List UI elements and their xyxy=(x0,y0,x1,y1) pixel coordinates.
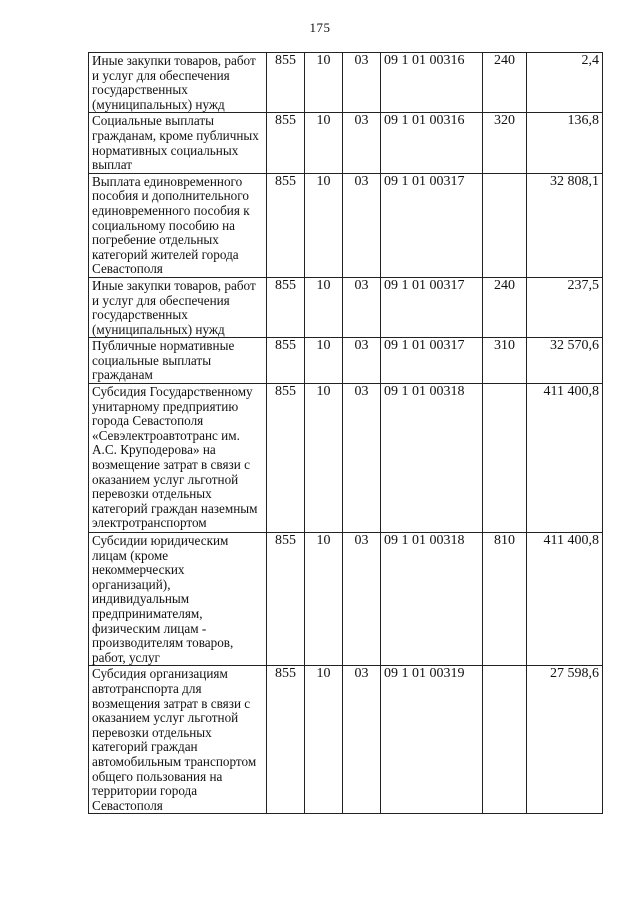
target-article-code: 09 1 01 00318 xyxy=(381,533,483,666)
amount: 237,5 xyxy=(527,277,603,337)
section-code: 10 xyxy=(305,338,343,384)
row-description: Субсидия организациям автотранспорта для возмещения затрат в связи с оказанием услуг льготной перевозки отдельных категорий граждан автомобильным транспортом общего пользования на территории города Севастополя xyxy=(89,666,267,814)
amount: 32 808,1 xyxy=(527,173,603,277)
subsection-code: 03 xyxy=(343,384,381,533)
table-row xyxy=(89,533,603,666)
row-description: Иные закупки товаров, работ и услуг для обеспечения государственных (муниципальных) нужд xyxy=(89,53,267,113)
subsection-code: 03 xyxy=(343,666,381,814)
section-code: 10 xyxy=(305,113,343,173)
grbs-code: 855 xyxy=(267,173,305,277)
expense-type-code: 240 xyxy=(483,277,527,337)
section-code: 10 xyxy=(305,277,343,337)
subsection-code: 03 xyxy=(343,113,381,173)
grbs-code: 855 xyxy=(267,277,305,337)
row-description: Публичные нормативные социальные выплаты гражданам xyxy=(89,338,267,384)
expense-type-code xyxy=(483,384,527,533)
row-description: Субсидии юридическим лицам (кроме некоммерческих организаций), индивидуальным предпринимателям, физическим лицам - производителям товаров, работ, услуг xyxy=(89,533,267,666)
table-row xyxy=(89,384,603,533)
page-number: 175 xyxy=(309,20,331,35)
section-code: 10 xyxy=(305,384,343,533)
table-row xyxy=(89,53,603,113)
expense-type-code: 810 xyxy=(483,533,527,666)
table-row xyxy=(89,173,603,277)
expense-type-code: 320 xyxy=(483,113,527,173)
subsection-code: 03 xyxy=(343,53,381,113)
amount: 411 400,8 xyxy=(527,533,603,666)
row-description: Выплата единовременного пособия и дополнительного единовременного пособия к социальному пособию на погребение отдельных категорий жителей города Севастополя xyxy=(89,173,267,277)
amount: 27 598,6 xyxy=(527,666,603,814)
expense-type-code xyxy=(483,666,527,814)
amount: 411 400,8 xyxy=(527,384,603,533)
grbs-code: 855 xyxy=(267,338,305,384)
grbs-code: 855 xyxy=(267,113,305,173)
subsection-code: 03 xyxy=(343,338,381,384)
grbs-code: 855 xyxy=(267,666,305,814)
grbs-code: 855 xyxy=(267,533,305,666)
subsection-code: 03 xyxy=(343,277,381,337)
target-article-code: 09 1 01 00319 xyxy=(381,666,483,814)
row-description: Субсидия Государственному унитарному предприятию города Севастополя «Севэлектроавтотранс им. А.С. Круподерова» на возмещение затрат в связи с оказанием услуг льготной перевозки отдельных категорий граждан наземным электротранспортом xyxy=(89,384,267,533)
target-article-code: 09 1 01 00316 xyxy=(381,113,483,173)
table-row xyxy=(89,666,603,814)
section-code: 10 xyxy=(305,173,343,277)
amount: 32 570,6 xyxy=(527,338,603,384)
grbs-code: 855 xyxy=(267,53,305,113)
row-description: Иные закупки товаров, работ и услуг для обеспечения государственных (муниципальных) нужд xyxy=(89,277,267,337)
expense-type-code xyxy=(483,173,527,277)
target-article-code: 09 1 01 00316 xyxy=(381,53,483,113)
subsection-code: 03 xyxy=(343,173,381,277)
table-row xyxy=(89,338,603,384)
section-code: 10 xyxy=(305,666,343,814)
expense-type-code: 310 xyxy=(483,338,527,384)
target-article-code: 09 1 01 00317 xyxy=(381,277,483,337)
amount: 136,8 xyxy=(527,113,603,173)
table-row xyxy=(89,113,603,173)
target-article-code: 09 1 01 00318 xyxy=(381,384,483,533)
target-article-code: 09 1 01 00317 xyxy=(381,173,483,277)
amount: 2,4 xyxy=(527,53,603,113)
table-row xyxy=(89,277,603,337)
row-description: Социальные выплаты гражданам, кроме публичных нормативных социальных выплат xyxy=(89,113,267,173)
budget-table xyxy=(88,52,603,814)
expense-type-code: 240 xyxy=(483,53,527,113)
section-code: 10 xyxy=(305,533,343,666)
grbs-code: 855 xyxy=(267,384,305,533)
section-code: 10 xyxy=(305,53,343,113)
target-article-code: 09 1 01 00317 xyxy=(381,338,483,384)
subsection-code: 03 xyxy=(343,533,381,666)
